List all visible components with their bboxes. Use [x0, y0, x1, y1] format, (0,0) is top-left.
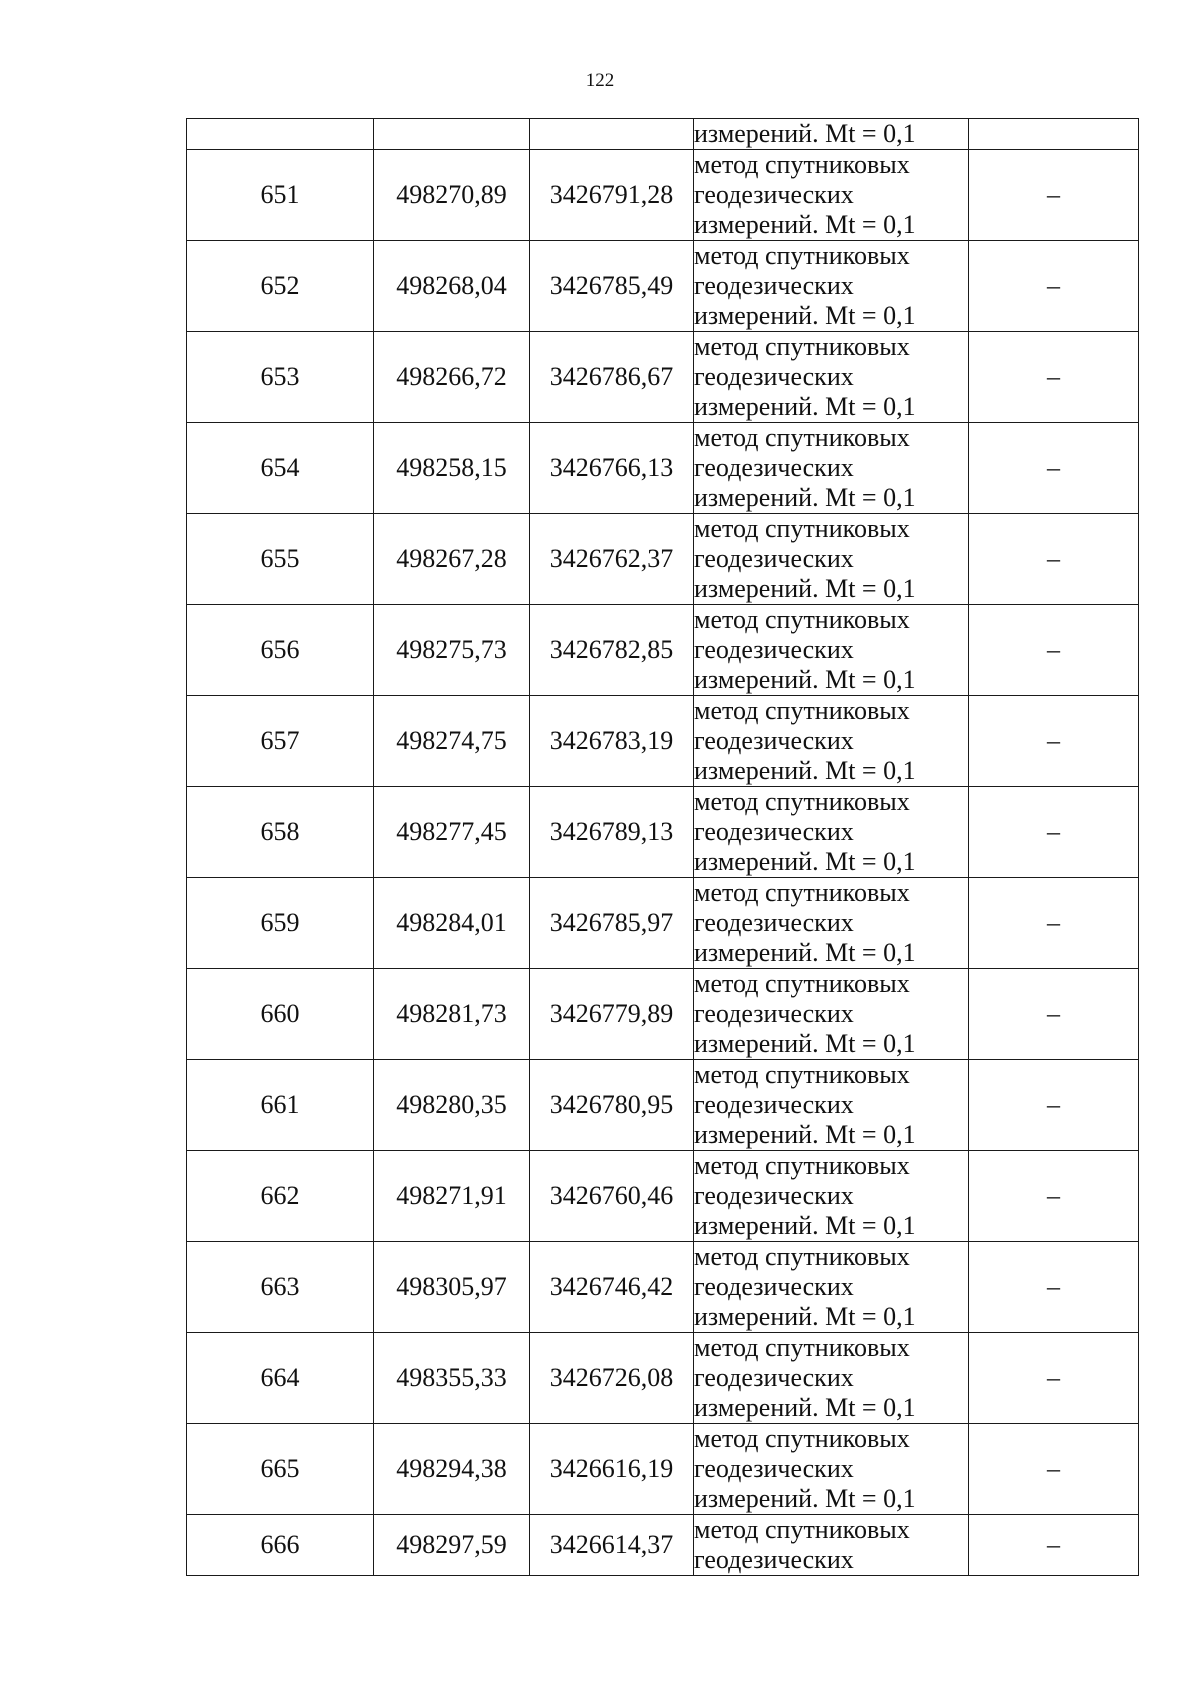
cell-error: –	[969, 1515, 1139, 1576]
cell-method	[694, 1424, 969, 1515]
cell-point-number: 652	[187, 241, 374, 332]
method-line: измерений. Mt = 0,1	[694, 665, 916, 694]
method-line: метод спутниковых	[694, 150, 910, 179]
method-line: геодезических	[694, 544, 854, 573]
cell-x-coordinate	[374, 119, 530, 150]
cell-y-coordinate: 3426746,42	[530, 1242, 694, 1333]
cell-y-coordinate: 3426791,28	[530, 150, 694, 241]
method-line: геодезических	[694, 908, 854, 937]
method-line: метод спутниковых	[694, 1151, 910, 1180]
cell-y-coordinate: 3426616,19	[530, 1424, 694, 1515]
cell-point-number: 666	[187, 1515, 374, 1576]
method-line: измерений. Mt = 0,1	[694, 210, 916, 239]
table-row	[187, 1515, 1139, 1576]
cell-error: –	[969, 696, 1139, 787]
method-line: метод спутниковых	[694, 1515, 910, 1544]
cell-x-coordinate: 498275,73	[374, 605, 530, 696]
method-line: метод спутниковых	[694, 878, 910, 907]
cell-method	[694, 787, 969, 878]
cell-error: –	[969, 241, 1139, 332]
cell-method	[694, 241, 969, 332]
cell-y-coordinate: 3426779,89	[530, 969, 694, 1060]
cell-x-coordinate: 498267,28	[374, 514, 530, 605]
cell-x-coordinate: 498284,01	[374, 878, 530, 969]
method-line: геодезических	[694, 635, 854, 664]
cell-point-number: 660	[187, 969, 374, 1060]
cell-y-coordinate: 3426614,37	[530, 1515, 694, 1576]
cell-method	[694, 605, 969, 696]
method-line: метод спутниковых	[694, 332, 910, 361]
method-line: измерений. Mt = 0,1	[694, 1393, 916, 1422]
method-line: метод спутниковых	[694, 1242, 910, 1271]
cell-method	[694, 514, 969, 605]
cell-x-coordinate: 498258,15	[374, 423, 530, 514]
cell-method	[694, 332, 969, 423]
method-line: измерений. Mt = 0,1	[694, 756, 916, 785]
method-line: метод спутниковых	[694, 605, 910, 634]
cell-point-number: 664	[187, 1333, 374, 1424]
cell-y-coordinate: 3426783,19	[530, 696, 694, 787]
cell-x-coordinate: 498271,91	[374, 1151, 530, 1242]
cell-point-number: 657	[187, 696, 374, 787]
cell-point-number: 651	[187, 150, 374, 241]
method-line: геодезических	[694, 1272, 854, 1301]
table-row	[187, 969, 1139, 1060]
method-line: геодезических	[694, 1181, 854, 1210]
method-line: геодезических	[694, 1454, 854, 1483]
method-line: измерений. Mt = 0,1	[694, 483, 916, 512]
cell-method	[694, 423, 969, 514]
method-line: метод спутниковых	[694, 787, 910, 816]
cell-x-coordinate: 498294,38	[374, 1424, 530, 1515]
method-line: метод спутниковых	[694, 241, 910, 270]
cell-x-coordinate: 498270,89	[374, 150, 530, 241]
table-row	[187, 605, 1139, 696]
cell-y-coordinate: 3426766,13	[530, 423, 694, 514]
method-line: геодезических	[694, 1363, 854, 1392]
table-row	[187, 241, 1139, 332]
method-line: геодезических	[694, 271, 854, 300]
cell-error: –	[969, 1424, 1139, 1515]
cell-y-coordinate: 3426762,37	[530, 514, 694, 605]
cell-x-coordinate: 498274,75	[374, 696, 530, 787]
method-line: измерений. Mt = 0,1	[694, 301, 916, 330]
cell-error: –	[969, 332, 1139, 423]
method-line: измерений. Mt = 0,1	[694, 1484, 916, 1513]
cell-x-coordinate: 498280,35	[374, 1060, 530, 1151]
cell-point-number: 654	[187, 423, 374, 514]
cell-point-number: 658	[187, 787, 374, 878]
cell-error: –	[969, 1242, 1139, 1333]
method-line: метод спутниковых	[694, 696, 910, 725]
cell-error	[969, 119, 1139, 150]
method-line: измерений. Mt = 0,1	[694, 392, 916, 421]
cell-method	[694, 1333, 969, 1424]
cell-y-coordinate: 3426789,13	[530, 787, 694, 878]
table-body	[187, 119, 1139, 1576]
cell-x-coordinate: 498268,04	[374, 241, 530, 332]
table-row	[187, 423, 1139, 514]
cell-method	[694, 1515, 969, 1576]
cell-method	[694, 1060, 969, 1151]
method-line: геодезических	[694, 362, 854, 391]
method-line: измерений. Mt = 0,1	[694, 574, 916, 603]
table-row	[187, 1242, 1139, 1333]
cell-error: –	[969, 1060, 1139, 1151]
method-line: геодезических	[694, 1545, 854, 1574]
method-line: измерений. Mt = 0,1	[694, 847, 916, 876]
cell-method	[694, 696, 969, 787]
cell-error: –	[969, 878, 1139, 969]
cell-method	[694, 1242, 969, 1333]
cell-x-coordinate: 498281,73	[374, 969, 530, 1060]
table-row	[187, 878, 1139, 969]
cell-point-number: 662	[187, 1151, 374, 1242]
cell-y-coordinate: 3426780,95	[530, 1060, 694, 1151]
table-row	[187, 332, 1139, 423]
table-row	[187, 1060, 1139, 1151]
cell-error: –	[969, 605, 1139, 696]
cell-y-coordinate: 3426760,46	[530, 1151, 694, 1242]
table-row	[187, 1333, 1139, 1424]
cell-method	[694, 150, 969, 241]
cell-y-coordinate: 3426726,08	[530, 1333, 694, 1424]
method-line: метод спутниковых	[694, 1060, 910, 1089]
method-line: геодезических	[694, 1090, 854, 1119]
table-row	[187, 1424, 1139, 1515]
method-line: геодезических	[694, 999, 854, 1028]
method-line: геодезических	[694, 817, 854, 846]
cell-point-number: 655	[187, 514, 374, 605]
cell-y-coordinate: 3426782,85	[530, 605, 694, 696]
method-line: геодезических	[694, 453, 854, 482]
method-line: метод спутниковых	[694, 969, 910, 998]
cell-point-number: 659	[187, 878, 374, 969]
table-row	[187, 514, 1139, 605]
cell-error: –	[969, 969, 1139, 1060]
cell-y-coordinate: 3426785,97	[530, 878, 694, 969]
cell-point-number: 656	[187, 605, 374, 696]
method-line: измерений. Mt = 0,1	[694, 1211, 916, 1240]
method-line: геодезических	[694, 726, 854, 755]
method-line: метод спутниковых	[694, 1424, 910, 1453]
table-row	[187, 696, 1139, 787]
method-line: измерений. Mt = 0,1	[694, 1029, 916, 1058]
cell-error: –	[969, 514, 1139, 605]
table-row	[187, 150, 1139, 241]
method-line: метод спутниковых	[694, 1333, 910, 1362]
cell-point-number: 653	[187, 332, 374, 423]
cell-point-number: 663	[187, 1242, 374, 1333]
cell-error: –	[969, 150, 1139, 241]
cell-error: –	[969, 423, 1139, 514]
method-line: измерений. Mt = 0,1	[694, 119, 916, 148]
coordinates-table	[186, 118, 1139, 1576]
cell-point-number: 665	[187, 1424, 374, 1515]
method-line: метод спутниковых	[694, 423, 910, 452]
method-line: метод спутниковых	[694, 514, 910, 543]
method-line: геодезических	[694, 180, 854, 209]
cell-x-coordinate: 498277,45	[374, 787, 530, 878]
table-row-continued	[187, 119, 1139, 150]
cell-y-coordinate: 3426785,49	[530, 241, 694, 332]
cell-method	[694, 1151, 969, 1242]
method-line: измерений. Mt = 0,1	[694, 1302, 916, 1331]
cell-point-number: 661	[187, 1060, 374, 1151]
cell-method	[694, 969, 969, 1060]
cell-x-coordinate: 498266,72	[374, 332, 530, 423]
cell-x-coordinate: 498297,59	[374, 1515, 530, 1576]
cell-y-coordinate	[530, 119, 694, 150]
method-line: измерений. Mt = 0,1	[694, 938, 916, 967]
cell-x-coordinate: 498305,97	[374, 1242, 530, 1333]
cell-y-coordinate: 3426786,67	[530, 332, 694, 423]
cell-error: –	[969, 1151, 1139, 1242]
cell-point-number	[187, 119, 374, 150]
cell-error: –	[969, 787, 1139, 878]
method-line: измерений. Mt = 0,1	[694, 1120, 916, 1149]
table-row	[187, 1151, 1139, 1242]
page-number: 122	[585, 70, 615, 91]
cell-x-coordinate: 498355,33	[374, 1333, 530, 1424]
cell-method	[694, 119, 969, 150]
table-row	[187, 787, 1139, 878]
cell-error: –	[969, 1333, 1139, 1424]
cell-method	[694, 878, 969, 969]
